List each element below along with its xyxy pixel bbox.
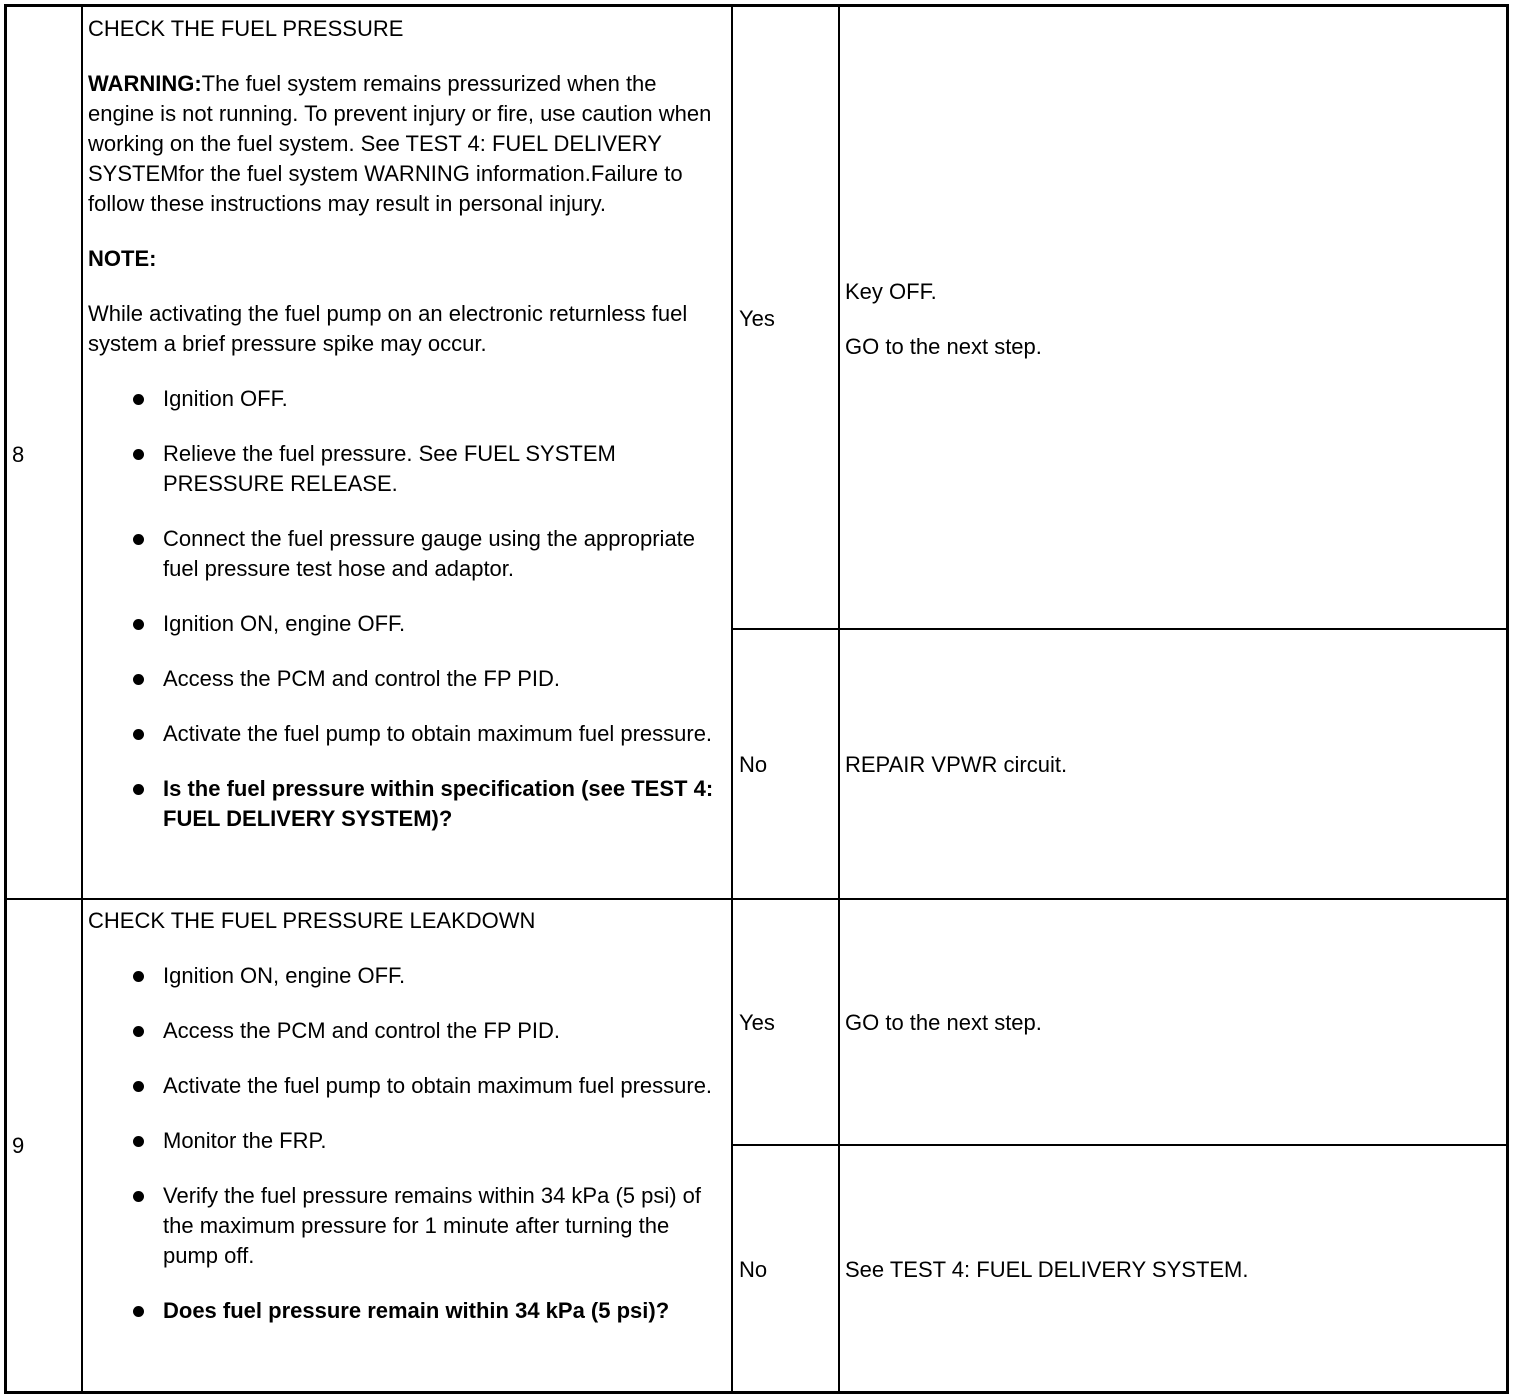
bullet-icon — [133, 674, 144, 685]
step-number: 9 — [12, 1133, 25, 1158]
bullet-icon — [133, 1191, 144, 1202]
list-item-text: Access the PCM and control the FP PID. — [163, 666, 560, 691]
action-no: REPAIR VPWR circuit. — [845, 752, 1068, 777]
step-content — [88, 906, 728, 1326]
row-divider-step9-yes-no — [733, 1144, 1506, 1146]
list-item-text: Ignition OFF. — [163, 386, 288, 411]
question-text: Is the fuel pressure within specification (see TEST 4: FUEL DELIVERY SYSTEM)? — [163, 776, 714, 831]
list-item-text: Ignition ON, engine OFF. — [163, 963, 406, 988]
bullet-icon — [133, 1136, 144, 1147]
list-item-text: Verify the fuel pressure remains within 34 kPa (5 psi) of the maximum pressure for 1 minute after turning the pump off. — [163, 1183, 702, 1268]
note-label: NOTE: — [88, 246, 157, 271]
column-divider-content — [731, 6, 733, 1392]
list-item — [88, 961, 728, 991]
step-title: CHECK THE FUEL PRESSURE — [88, 16, 404, 41]
column-divider-step — [81, 6, 83, 1392]
action-yes — [845, 277, 1042, 362]
list-item — [88, 774, 728, 834]
question-text: Does fuel pressure remain within 34 kPa (5 psi)? — [163, 1298, 670, 1323]
action-line: Key OFF. — [845, 279, 937, 304]
instruction-list — [88, 384, 728, 834]
warning-text: The fuel system remains pressurized when the engine is not running. To prevent injury or fire, use caution when working on the fuel system. See TEST 4: FUEL DELIVERY SYSTEMfor the fuel system WARNING information.Failure to follow these instructions may result in personal injury. — [88, 71, 712, 216]
row-divider-step8-yes-no — [733, 628, 1506, 630]
list-item-text: Activate the fuel pump to obtain maximum fuel pressure. — [163, 721, 713, 746]
bullet-icon — [133, 394, 144, 405]
list-item-text: Ignition ON, engine OFF. — [163, 611, 406, 636]
row-divider-step8-step9 — [6, 898, 1506, 900]
list-item-text: Activate the fuel pump to obtain maximum fuel pressure. — [163, 1073, 713, 1098]
note-text: While activating the fuel pump on an electronic returnless fuel system a brief pressure spike may occur. — [88, 301, 688, 356]
list-item — [88, 524, 728, 584]
action-yes: GO to the next step. — [845, 1010, 1042, 1035]
list-item — [88, 1126, 728, 1156]
answer-no: No — [739, 1257, 768, 1282]
bullet-icon — [133, 449, 144, 460]
list-item-text: Connect the fuel pressure gauge using the appropriate fuel pressure test hose and adaptor. — [163, 526, 696, 581]
step-content — [88, 14, 728, 834]
answer-yes: Yes — [739, 306, 775, 331]
warning-label: WARNING: — [88, 71, 202, 96]
warning-block — [88, 69, 728, 219]
list-item — [88, 439, 728, 499]
column-divider-answer — [838, 6, 840, 1392]
step-number: 8 — [12, 442, 25, 467]
instruction-list — [88, 961, 728, 1326]
bullet-icon — [133, 1026, 144, 1037]
bullet-icon — [133, 1081, 144, 1092]
list-item — [88, 1181, 728, 1271]
bullet-icon — [133, 1306, 144, 1317]
list-item-text: Monitor the FRP. — [163, 1128, 327, 1153]
step-title: CHECK THE FUEL PRESSURE LEAKDOWN — [88, 908, 536, 933]
bullet-icon — [133, 729, 144, 740]
list-item-text: Access the PCM and control the FP PID. — [163, 1018, 560, 1043]
bullet-icon — [133, 619, 144, 630]
list-item — [88, 664, 728, 694]
list-item — [88, 384, 728, 414]
list-item — [88, 1016, 728, 1046]
list-item — [88, 609, 728, 639]
answer-yes: Yes — [739, 1010, 775, 1035]
bullet-icon — [133, 784, 144, 795]
answer-no: No — [739, 752, 768, 777]
list-item — [88, 719, 728, 749]
action-line: GO to the next step. — [845, 334, 1042, 359]
action-no: See TEST 4: FUEL DELIVERY SYSTEM. — [845, 1257, 1249, 1282]
bullet-icon — [133, 534, 144, 545]
list-item — [88, 1071, 728, 1101]
list-item-text: Relieve the fuel pressure. See FUEL SYSTEM PRESSURE RELEASE. — [163, 441, 616, 496]
bullet-icon — [133, 971, 144, 982]
list-item — [88, 1296, 728, 1326]
